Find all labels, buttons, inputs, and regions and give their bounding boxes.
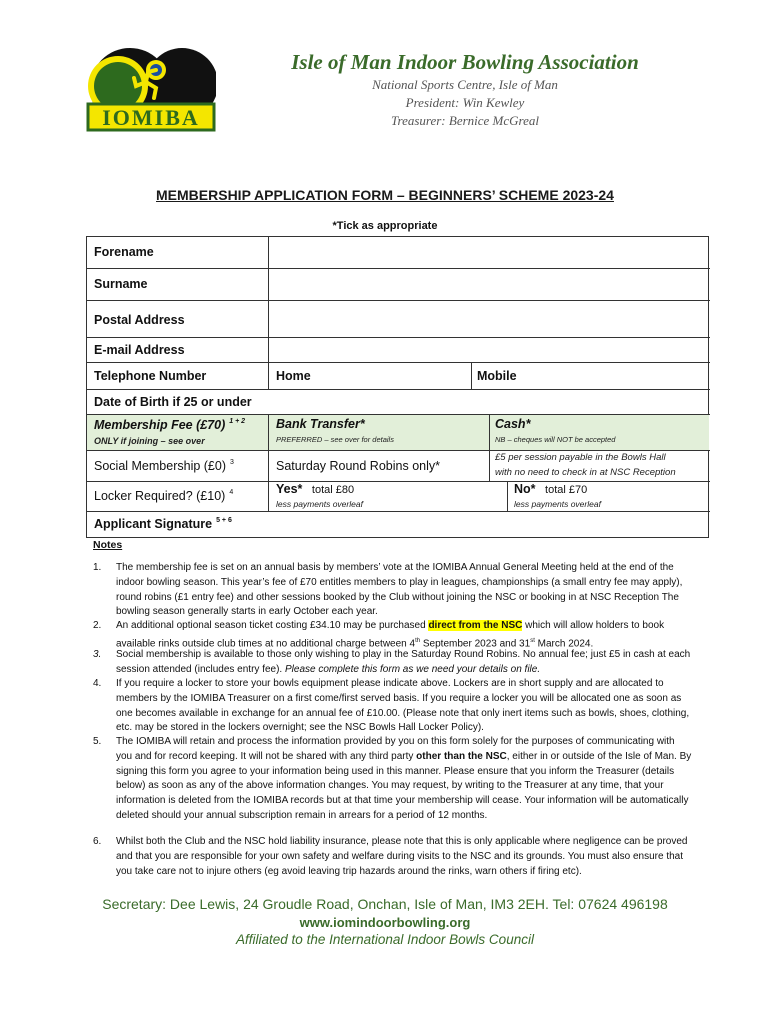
locker-label [94, 489, 233, 503]
note-3-part-a: Social membership is available to those only wishing to play in the Saturday Round Robins. No annual fee; just £5 in cash at each session attended (includes entry fee). [116, 649, 691, 675]
mobile-phone-label[interactable]: Mobile [477, 369, 517, 383]
note-3 [93, 648, 693, 678]
note-1-text: The membership fee is set on an annual basis by members’ vote at the IOMIBA Annual General Meeting held at the end of the indoor bowling season. This year’s fee of £70 entitles members to play in leagues, championships (a small entry fee may apply), round robins (£1 entry fee) and other sessions booked by the Club without joining the NSC or booking in at NSC Reception The bowling season generally starts in early October each year. [116, 562, 683, 618]
note-3-italic: Please complete this form as we need your details on file. [284, 663, 541, 675]
locker-yes-option[interactable] [276, 482, 354, 496]
note-5-part-a: The IOMIBA will retain and process the information provided by you on this form solely for the purposes of communicating with you and for record keeping. It will not be shared with any third party [116, 736, 675, 762]
session-note-1: £5 per session payable in the Bowls Hall [495, 452, 666, 463]
cash-sub: NB – cheques will NOT be accepted [495, 435, 616, 444]
logo-text: IOMIBA [102, 105, 200, 130]
note-4-text: If you require a locker to store your bowls equipment please indicate above. Lockers are in short supply and are allocated to members by the IOMIBA Treasurer on a first come/first served basis. If you require a locker you will be allocated one as soon as one becomes available in exchange for an annual fee of £10.00. (Please note that only inert items such as bowls, shoes, clothing, etc. may be stored in the lockers overnight; see the NSC Bowls Hall Locker Policy). [116, 678, 690, 734]
header-treasurer: Treasurer: Bernice McGreal [390, 113, 540, 128]
note-2-sup-2: st [530, 637, 535, 644]
association-title: Isle of Man Indoor Bowling Association [291, 50, 639, 74]
iomiba-logo [86, 44, 216, 132]
header-location: National Sports Centre, Isle of Man [372, 77, 558, 92]
bank-transfer-option[interactable]: Bank Transfer* [276, 417, 365, 431]
locker-text: Locker Required? (£10) [94, 489, 226, 503]
note-2-part-d: March 2024. [534, 638, 594, 650]
social-membership-text: Social Membership (£0) [94, 459, 226, 473]
membership-fee-text: Membership Fee (£70) [94, 418, 226, 432]
note-1-num: 1. [93, 562, 102, 573]
note-2-part-a: An additional optional season ticket costing £34.10 may be purchased [116, 620, 429, 631]
dob-field[interactable] [269, 390, 709, 414]
form-title: MEMBERSHIP APPLICATION FORM – BEGINNERS’ SCHEME 2023-24 [156, 187, 614, 203]
locker-no-sub: less payments overleaf [514, 499, 601, 509]
note-2 [93, 619, 693, 652]
social-membership-sup: 3 [230, 459, 234, 466]
note-5-bold: other than the NSC [416, 750, 507, 762]
signature-sup: 5 + 6 [216, 517, 232, 524]
forename-label: Forename [94, 245, 154, 259]
round-robins-option[interactable]: Saturday Round Robins only* [276, 459, 440, 473]
forename-field[interactable] [269, 237, 709, 268]
note-3-text [116, 648, 693, 678]
membership-fee-sub: ONLY if joining – see over [94, 436, 205, 446]
application-form-table [86, 236, 709, 538]
secretary-contact: Secretary: Dee Lewis, 24 Groudle Road, Onchan, Isle of Man, IM3 2EH. Tel: 07624 496198 [102, 896, 668, 912]
note-5-text [116, 735, 693, 824]
header-president: President: Win Kewley [405, 95, 525, 110]
note-2-highlight: direct from the NSC [428, 620, 523, 631]
note-2-part-c: September 2023 and 31 [420, 638, 531, 650]
note-3-num: 3. [93, 649, 102, 660]
note-2-part-b: which will allow holders to book available rinks outside club times at no additional charge between 4 [116, 620, 665, 650]
telephone-label: Telephone Number [94, 369, 207, 383]
bank-transfer-sub: PREFERRED – see over for details [276, 435, 394, 444]
locker-no-text: No* [514, 482, 536, 496]
signature-field[interactable] [269, 512, 709, 538]
membership-fee-label [94, 418, 245, 432]
email-label: E-mail Address [94, 343, 185, 357]
signature-label [94, 517, 232, 531]
website-link[interactable]: www.iomindoorbowling.org [299, 915, 471, 930]
social-membership-label [94, 459, 234, 473]
session-note-2: with no need to check in at NSC Reception [495, 467, 676, 478]
locker-sup: 4 [229, 489, 234, 496]
note-2-sup-1: th [415, 637, 421, 644]
note-4 [93, 677, 693, 736]
note-1 [93, 561, 693, 620]
note-5 [93, 735, 693, 824]
home-phone-label[interactable]: Home [276, 369, 311, 383]
dob-label: Date of Birth if 25 or under [94, 395, 252, 409]
note-6-num: 6. [93, 836, 102, 847]
email-field[interactable] [269, 338, 709, 362]
note-6-text: Whilst both the Club and the NSC hold liability insurance, please note that this is only applicable where negligence can be proved and that you are responsible for your own safety and welfare during visits to the NSC and its grounds. You must also ensure that you take care not to injure others (eg avoid leaving trip hazards around the rinks, warn others if firing etc). [116, 836, 688, 877]
note-6 [93, 835, 693, 879]
notes-heading: Notes [93, 539, 123, 551]
tick-note: *Tick as appropriate [332, 220, 438, 232]
note-4-num: 4. [93, 678, 102, 689]
locker-yes-sub: less payments overleaf [276, 499, 363, 509]
note-2-text [116, 619, 693, 652]
locker-yes-text: Yes* [276, 482, 303, 496]
locker-no-option[interactable] [514, 482, 587, 496]
note-5-part-c: , either in or outside of the Isle of Man. By signing this form you agree to your information being used in this manner. Please ensure that you inform the Treasurer (details below) as soon as any of the above information changes. You may request, by writing to the Treasurer at any time, that your information is deleted from the IOMIBA records but at that time your membership will cease. Your information will be automatically deleted should your annual subscription remain in arrears for a period of 12 months. [116, 750, 692, 821]
surname-field[interactable] [269, 269, 709, 300]
membership-fee-sup: 1 + 2 [229, 418, 246, 425]
note-2-num: 2. [93, 620, 102, 631]
signature-text: Applicant Signature [94, 517, 213, 531]
locker-no-total: total £70 [545, 484, 588, 496]
postal-address-field[interactable] [269, 301, 709, 337]
postal-address-label: Postal Address [94, 313, 185, 327]
note-5-num: 5. [93, 736, 102, 747]
affiliation-note: Affiliated to the International Indoor Bowls Council [236, 932, 534, 947]
locker-yes-total: total £80 [311, 484, 355, 496]
surname-label: Surname [94, 277, 148, 291]
cash-option[interactable]: Cash* [495, 417, 531, 431]
